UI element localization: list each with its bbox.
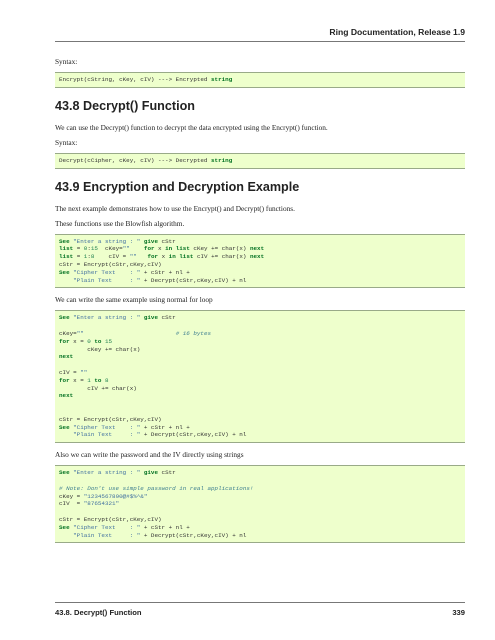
code-token: 15 (104, 337, 113, 345)
code-token: "Cipher Text : " (73, 423, 144, 431)
code-token: "Plain Text : " (73, 276, 144, 284)
code-token: + Decrypt(cStr,cKey,cIV) + nl (143, 431, 247, 439)
code-token: give (143, 237, 162, 245)
footer-page-number: 339 (452, 608, 465, 617)
code-line (59, 76, 461, 84)
code-token (59, 277, 73, 284)
code-token: give (143, 469, 162, 477)
code-line (59, 330, 461, 338)
code-token: # Note: Don't use simple password in real applications! (59, 484, 254, 492)
code-line (59, 377, 461, 385)
section-heading: 43.9 Encryption and Decryption Example (55, 179, 300, 194)
code-line (59, 322, 461, 330)
code-token: for (147, 253, 162, 261)
code-token: "Enter a string : " (73, 469, 144, 477)
code-line (59, 493, 461, 501)
code-token: cKey= (59, 329, 77, 337)
code-token: list (59, 245, 77, 253)
code-token: for (59, 376, 74, 384)
code-token: Decrypt(cCipher, cKey, cIV) ---> Decrypted (59, 156, 212, 164)
code-token: Encrypt(cString, cKey, cIV) ---> Encrypted (59, 76, 212, 83)
code-line (59, 392, 461, 400)
header-rule (55, 41, 465, 42)
code-token: in list (165, 245, 194, 253)
code-token: "Enter a string : " (73, 314, 144, 322)
code-token: See (59, 314, 74, 322)
code-block (55, 465, 465, 543)
code-line (59, 353, 461, 361)
code-line (59, 346, 461, 354)
code-line (59, 238, 461, 246)
code-line (59, 508, 461, 516)
paragraph: These functions use the Blowfish algorithm. (55, 218, 185, 228)
code-token: cIV += char(x) (196, 253, 250, 261)
code-block (55, 310, 465, 443)
code-line (59, 469, 461, 477)
code-line (59, 245, 461, 253)
code-token: cStr = Encrypt(cStr,cKey,cIV) (59, 415, 162, 423)
code-token: = (76, 253, 84, 261)
code-token: "" (129, 253, 137, 261)
code-token: cStr = Encrypt(cStr,cKey,cIV) (59, 515, 162, 523)
code-token: + cStr + nl + (143, 523, 190, 531)
code-token: cKey += char(x) (59, 345, 141, 353)
code-token: # 16 bytes (175, 329, 212, 337)
code-block (55, 72, 465, 88)
code-token: next (59, 353, 74, 361)
code-token: + cStr + nl + (143, 423, 190, 431)
code-line (59, 314, 461, 322)
code-token: + Decrypt(cStr,cKey,cIV) + nl (143, 276, 247, 284)
code-line (59, 431, 461, 439)
section-heading: 43.8 Decrypt() Function (55, 98, 195, 113)
paragraph: We can write the same example using normal for loop (55, 295, 213, 305)
code-token: cStr = Encrypt(cStr,cKey,cIV) (59, 260, 162, 268)
code-line (59, 253, 461, 261)
code-block (55, 153, 465, 169)
code-token: x (161, 253, 169, 261)
code-line (59, 532, 461, 540)
code-line (59, 500, 461, 508)
code-token: x (158, 245, 166, 253)
code-line (59, 400, 461, 408)
code-token: = (76, 245, 84, 253)
page-content (55, 57, 465, 550)
code-token: give (143, 314, 162, 322)
code-token: 15 (90, 245, 102, 253)
code-token: See (59, 523, 74, 531)
code-token: for (59, 337, 74, 345)
code-line (59, 369, 461, 377)
code-block (55, 234, 465, 289)
code-token: string (211, 156, 233, 164)
paragraph: Syntax: (55, 57, 78, 66)
code-line (59, 416, 461, 424)
code-token: next (249, 245, 265, 253)
code-token: "Enter a string : " (73, 237, 144, 245)
code-token: + cStr + nl + (143, 268, 190, 276)
code-token: "Plain Text : " (73, 531, 144, 539)
code-token: : (87, 253, 91, 261)
code-line (59, 424, 461, 432)
code-token (84, 330, 176, 337)
code-line (59, 516, 461, 524)
code-token: cIV = (59, 368, 81, 376)
code-token: "Cipher Text : " (73, 268, 144, 276)
code-token: "87654321" (83, 500, 120, 508)
code-line (59, 261, 461, 269)
code-token: 8 (104, 376, 109, 384)
code-token: + Decrypt(cStr,cKey,cIV) + nl (143, 531, 247, 539)
code-line (59, 277, 461, 285)
code-token: x = (73, 376, 88, 384)
code-token: : (87, 245, 91, 253)
code-token: to (94, 376, 105, 384)
code-token: in list (168, 253, 197, 261)
code-token: cIV = (97, 253, 130, 261)
code-token: next (249, 253, 265, 261)
code-token (59, 532, 73, 539)
code-token: See (59, 268, 74, 276)
paragraph: The next example demonstrates how to use the Encrypt() and Decrypt() functions. (55, 203, 295, 213)
code-token: See (59, 237, 74, 245)
code-token (137, 253, 148, 260)
paragraph: Also we can write the password and the IV directly using strings (55, 450, 244, 460)
code-token: 1 (87, 376, 95, 384)
code-token: cKey= (101, 245, 123, 253)
footer-rule (55, 602, 465, 603)
code-line (59, 477, 461, 485)
code-line (59, 269, 461, 277)
paragraph: We can use the Decrypt() function to decrypt the data encrypted using the Encrypt() function. (55, 122, 328, 132)
code-line (59, 524, 461, 532)
code-token: next (59, 392, 74, 400)
code-token: cIV += char(x) (59, 384, 137, 392)
code-token: cStr (161, 314, 176, 322)
code-token: "" (80, 368, 88, 376)
code-token: 0 (87, 337, 95, 345)
code-token: list (59, 253, 77, 261)
code-token: cKey += char(x) (193, 245, 250, 253)
code-token: "" (122, 245, 130, 253)
code-line (59, 408, 461, 416)
code-token: See (59, 469, 74, 477)
code-line (59, 338, 461, 346)
code-line (59, 485, 461, 493)
code-token (59, 431, 73, 438)
code-token: 8 (90, 253, 98, 261)
code-line (59, 361, 461, 369)
footer-section-title: 43.8. Decrypt() Function (55, 608, 142, 617)
code-token: "Plain Text : " (73, 431, 144, 439)
code-token: "" (76, 329, 84, 337)
code-line (59, 157, 461, 165)
code-token (130, 245, 144, 252)
code-token: cStr (161, 469, 176, 477)
code-token: cKey = (59, 492, 84, 500)
code-token: 0 (83, 245, 88, 253)
code-token: See (59, 423, 74, 431)
code-token: x = (73, 337, 88, 345)
code-line (59, 385, 461, 393)
running-header: Ring Documentation, Release 1.9 (329, 27, 465, 37)
code-token: cIV = (59, 500, 84, 508)
code-token: for (143, 245, 159, 253)
paragraph: Syntax: (55, 137, 78, 147)
code-token: "1234567890@#$%^&" (83, 492, 148, 500)
code-token: "Cipher Text : " (73, 523, 144, 531)
code-token: cStr (161, 237, 176, 245)
code-token: 1 (83, 253, 88, 261)
code-token: string (211, 76, 233, 83)
code-token: to (94, 337, 105, 345)
